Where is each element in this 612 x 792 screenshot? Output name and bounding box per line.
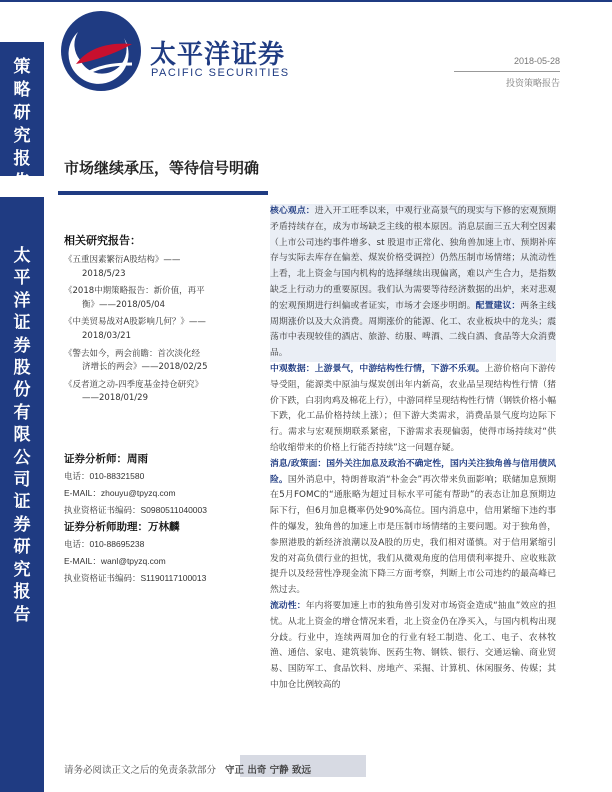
assistant-phone: 电话：010-88695238 <box>64 539 145 549</box>
sidebar-char: 太 <box>13 246 31 266</box>
liquidity-paragraph <box>270 599 556 694</box>
sidebar-char: 公 <box>13 447 31 468</box>
sidebar-char: 有 <box>13 402 31 423</box>
allocation-text: 两条主线周期涨价以及大众消费。周期涨价的能源、化工、农业板块中的龙头；震荡市中表现较佳的酒店、旅游、纺服、啤酒、二线白酒、食品等大众消费品。 <box>270 300 556 359</box>
sidebar-char: 证 <box>13 492 31 513</box>
sidebar-char: 报 <box>13 582 31 603</box>
liquidity-label: 流动性： <box>270 600 306 611</box>
sidebar-char: 研 <box>13 537 31 558</box>
meso-data-paragraph <box>270 362 556 457</box>
title-underline <box>58 191 268 195</box>
brand-cn-name: 太平洋证券 <box>150 40 286 70</box>
pacific-securities-logo-icon <box>58 8 144 94</box>
related-item-title[interactable]: 《五重因素繁衍A股结构》—— <box>64 255 181 265</box>
policy-paragraph <box>270 457 556 599</box>
assistant-cert: 执业资格证书编码：S1190117100013 <box>64 573 207 583</box>
footer <box>64 762 311 776</box>
related-item-date: 2018/5/23 <box>82 268 126 279</box>
assistant-role: 证券分析师助理：万林麟 <box>64 521 180 533</box>
related-research <box>64 232 264 410</box>
sidebar-char: 略 <box>13 80 31 100</box>
core-view-text: 进入开工旺季以来，中观行业高景气的现实与下修的宏观预期矛盾持续存在，成为市场缺乏主线的根本原因。消息层面三五大利空因素（上市公司违约事件增多、st 股退市正常化、独角兽加速上市、预期补库存与实际去库存在偏差、煤炭价格受调控）仍然压制市场情绪；从流动性上看，北上资金与国内机构的选择继续出现偏离，难以产生合力，是指数缺乏上行动力的重要原因。我们认为需要等待经济数据的出炉，来对悲观的宏观预期进行纠偏或者证实，市场才会逐步明朗。 <box>270 206 556 311</box>
related-item-title[interactable]: 《2018中期策略报告：新价值，再平 <box>64 286 205 297</box>
analyst-cert: 执业资格证书编码：S0980511040003 <box>64 505 207 515</box>
sidebar-char: 研 <box>13 103 31 123</box>
sidebar-char: 告 <box>13 172 31 192</box>
related-item-title[interactable]: 《中美贸易战对A股影响几何？》—— <box>64 317 206 328</box>
sidebar-char: 证 <box>13 313 31 334</box>
sidebar-report-category <box>0 42 44 192</box>
sidebar-char: 股 <box>13 358 31 379</box>
footer-motto: 守正 出奇 宁静 致远 <box>225 765 311 776</box>
top-rule <box>0 0 612 2</box>
footer-disclaimer[interactable]: 请务必阅读正文之后的免责条款部分 <box>64 765 217 776</box>
related-heading: 相关研究报告： <box>64 234 141 247</box>
sidebar-char: 报 <box>13 149 31 169</box>
policy-text: 国外消息中，特朗普取消“朴金会”再次带来负面影响；联储加息预期在5月FOMC的“通胀略为超过目标水平可能有帮助”的表态让加息预期边际下行，但6月加息概率仍处90%高位。国内消息中，信用紧缩下违约事件的爆发，独角兽的加速上市是压制市场情绪的主要问题。对于独角兽，参照港股的新经济浪潮以及A股的历史，我们相对谨慎。对于信用紧缩引发的对高负债行业的担忧，我们从微观角度的信用债利率提升、应收账款提升以及经营性净现金流下降三方面考察，判断上市公司违约的最高峰已然过去。 <box>270 474 556 596</box>
sidebar-char: 司 <box>13 470 31 491</box>
related-item-date: 衡》——2018/05/04 <box>82 299 165 310</box>
liquidity-text: 年内将要加速上市的独角兽引发对市场资金造成“抽血”效应的担忧。从北上资金的增仓情况来看，北上资金仍在净买入，与国内机构出现分歧。行业中，连续两周加仓的行业有轻工制造、化工、电子、农林牧渔、通信、家电、建筑装饰、医药生物、钢铁、银行、交通运输、商业贸易、国防军工、食品饮料、房地产、采掘、计算机、休闲服务、传媒；其中加仓比例较高的 <box>270 600 556 690</box>
brand-en-name: PACIFIC SECURITIES <box>151 67 290 79</box>
allocation-label: 配置建议： <box>475 300 521 311</box>
sidebar-char: 策 <box>13 57 31 77</box>
analyst-phone: 电话：010-88321580 <box>64 471 145 481</box>
analyst-email[interactable]: E-MAIL：zhouyu@tpyzq.com <box>64 488 176 498</box>
sidebar-char: 洋 <box>13 290 31 311</box>
policy-keypoint: 国外关注加息及政治不确定性，国内关注独角兽与信用债风险。 <box>270 458 556 485</box>
related-item-date: 2018/03/21 <box>82 330 131 341</box>
sidebar-char: 限 <box>13 425 31 446</box>
sidebar-char: 券 <box>13 335 31 356</box>
sidebar-char: 究 <box>13 126 31 146</box>
header-rule <box>454 71 560 72</box>
related-item-date: 济增长的两会》——2018/02/25 <box>82 362 208 373</box>
sidebar-char: 券 <box>13 514 31 535</box>
analyst-role: 证券分析师：周雨 <box>64 453 148 465</box>
analyst-info <box>64 451 264 587</box>
report-title: 市场继续承压，等待信号明确 <box>64 159 260 177</box>
related-item-title[interactable]: 《反者道之动-四季度基金持仓研究》 <box>64 379 204 390</box>
meso-data-label: 中观数据： <box>270 363 315 374</box>
report-type: 投资策略报告 <box>505 79 560 89</box>
meso-data-text: 上游价格向下游传导受阻，能源类中原油与煤炭创出年内新高，农业品呈现结构性行情（猪价下跌，白羽肉鸡及棉花上行），中游同样呈现结构性行情（钢铁价格小幅下跌，化工品价格持续上涨）；但下游大类需求，消费品景气度均边际下行。需求与宏观预期联系紧密，下游需求表现偏弱，使得市场持续对“供给收缩带来的价格上行能否持续”这一问题存疑。 <box>270 363 556 453</box>
sidebar-char: 究 <box>13 559 31 580</box>
sidebar-char: 份 <box>13 380 31 401</box>
core-view-label: 核心观点： <box>270 206 315 216</box>
report-date: 2018-05-28 <box>513 56 560 66</box>
report-body <box>270 204 556 694</box>
meso-data-keypoint: 上游景气，中游结构性行情，下游不乐观。 <box>314 363 485 374</box>
sidebar-char: 告 <box>13 604 31 625</box>
related-item-title[interactable]: 《警去如今，两会前瞻：首次淡化经 <box>64 348 201 359</box>
related-item-date: ——2018/01/29 <box>82 393 148 404</box>
sidebar-char: 平 <box>13 268 31 289</box>
policy-label: 消息/政策面： <box>270 458 327 469</box>
assistant-email[interactable]: E-MAIL：wanl@tpyzq.com <box>64 556 166 566</box>
core-view-paragraph <box>270 204 556 362</box>
sidebar-company-name <box>0 197 44 792</box>
